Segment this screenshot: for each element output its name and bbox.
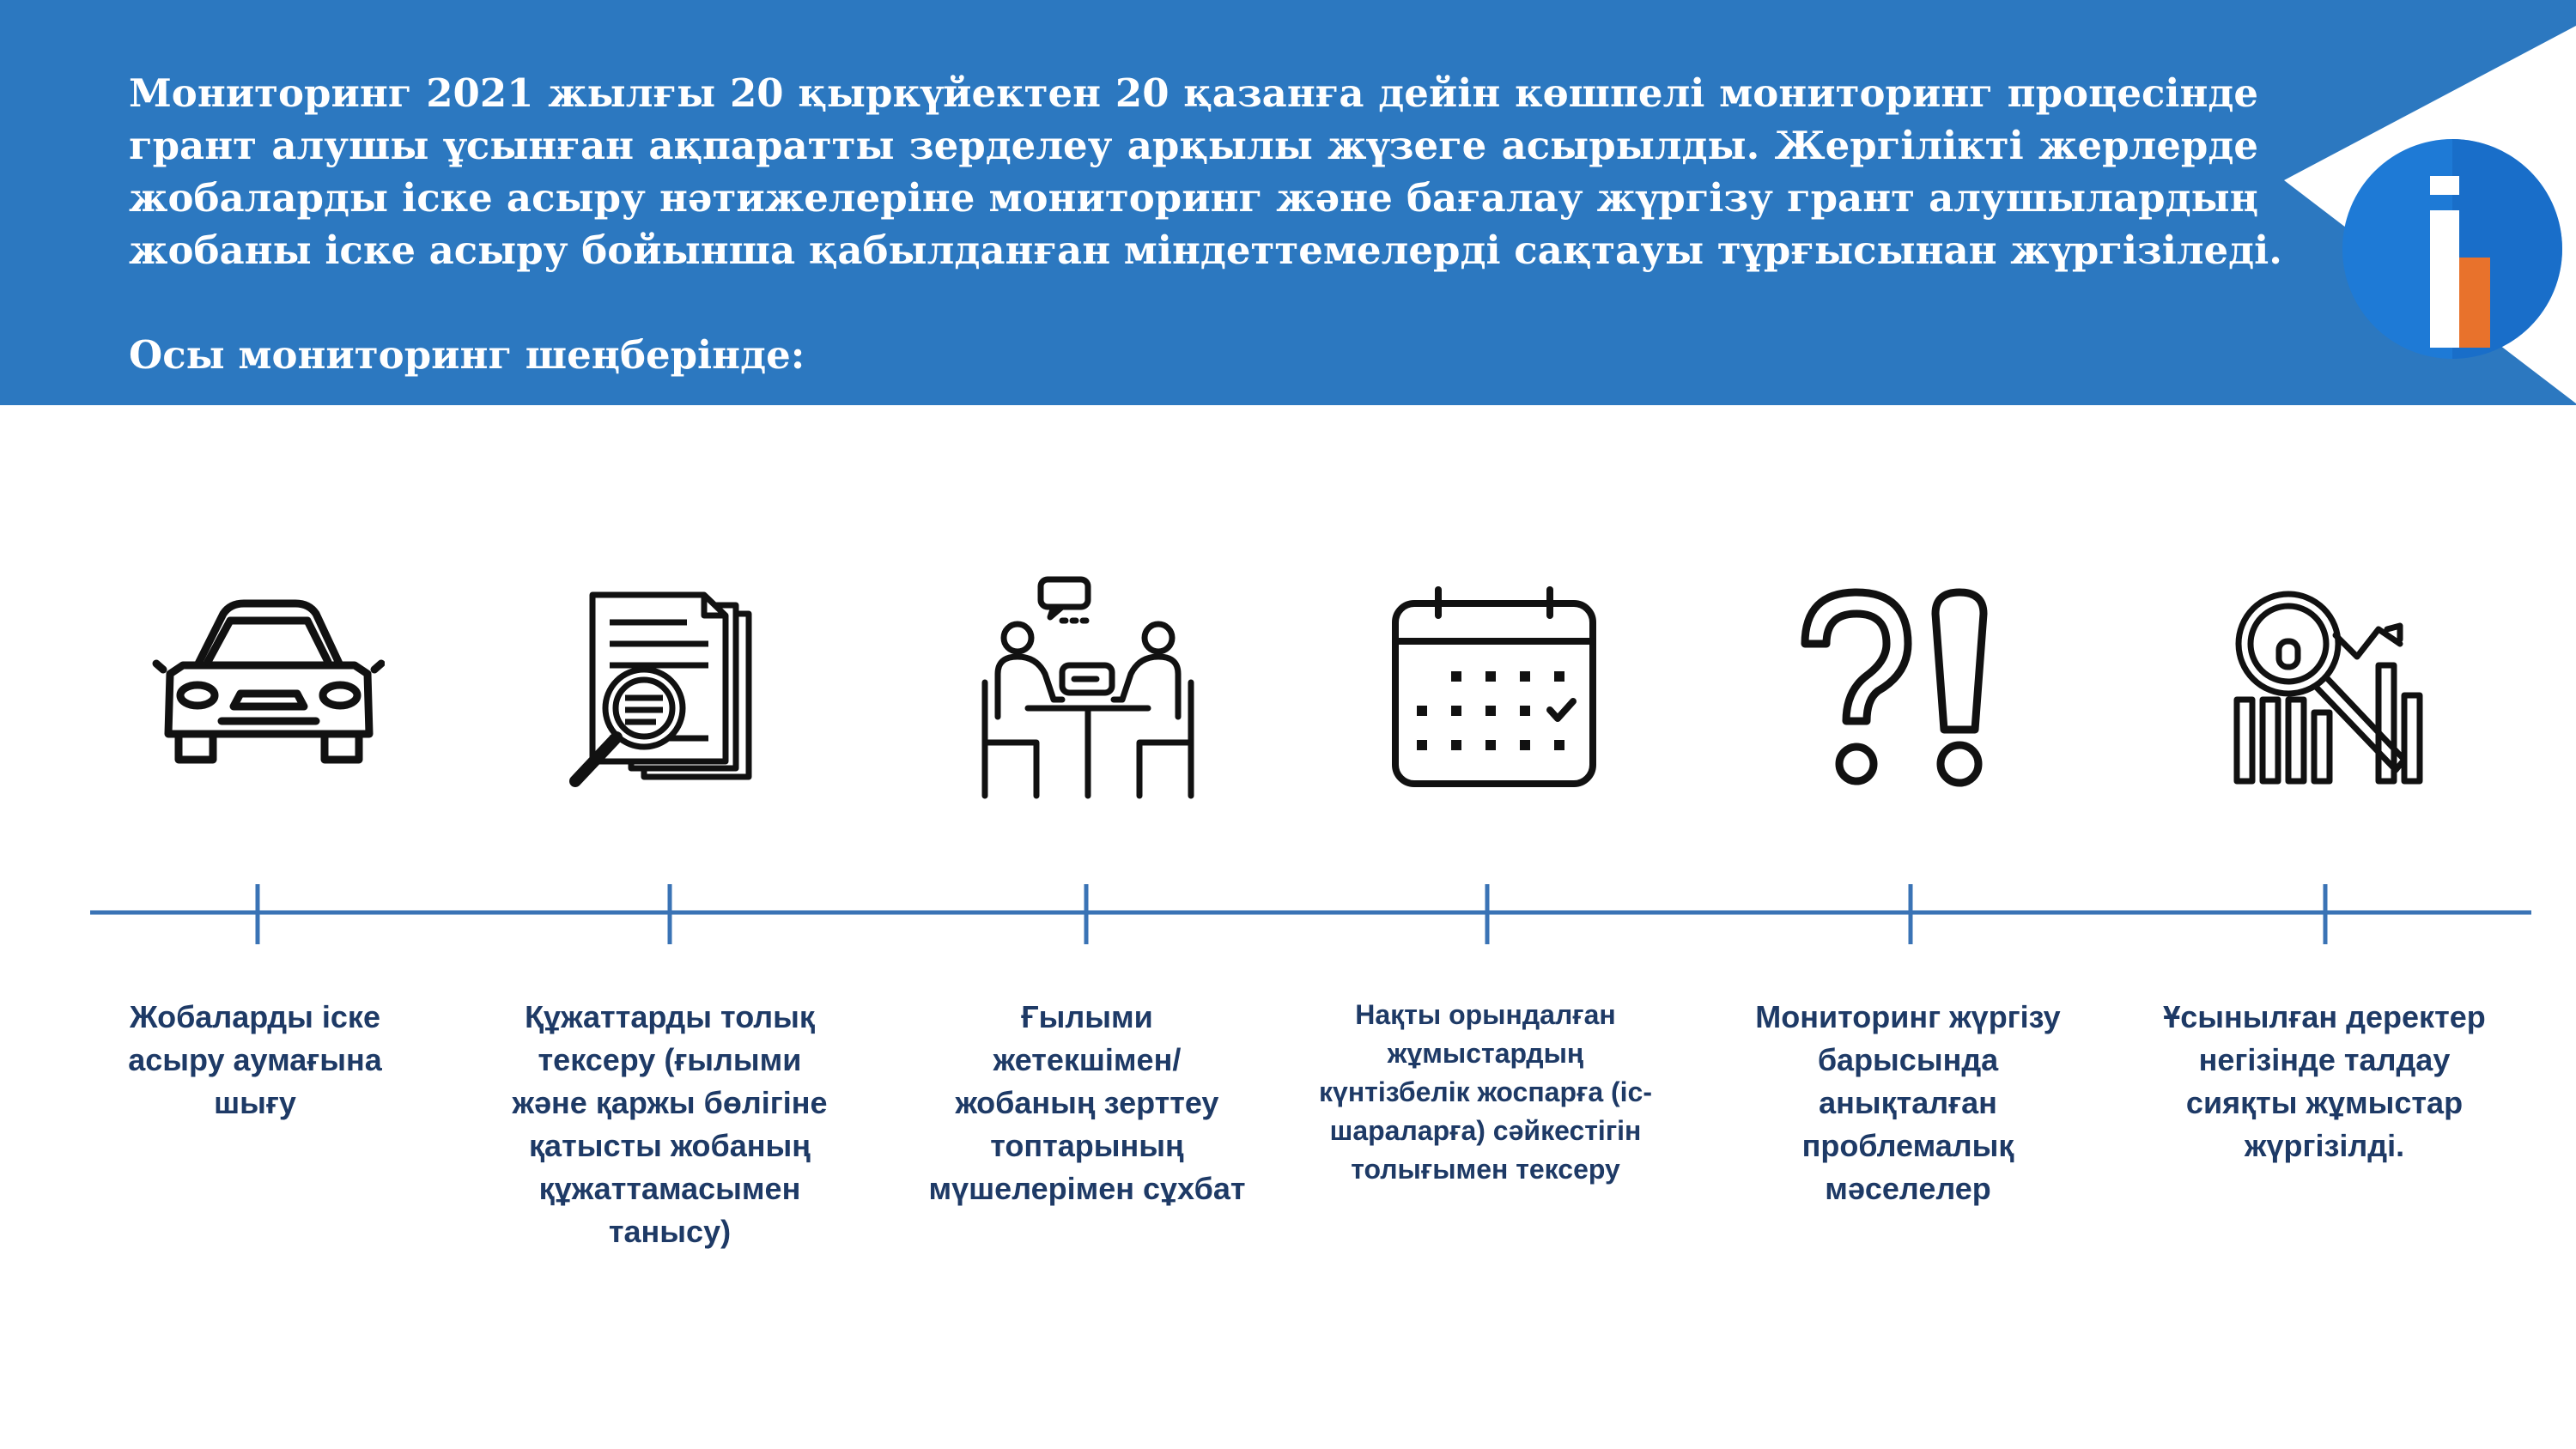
analytics-icon	[2207, 571, 2447, 811]
step-label-problems: Мониторинг жүргізу барысында анықталған проблемалық мәселелер	[1755, 999, 2061, 1206]
step-label-analysis: Ұсынылған деректер негізінде талдау сияқты жұмыстар жүргізілді.	[2163, 999, 2486, 1163]
step-label-calendar-check: Нақты орындалған жұмыстардың күнтізбелік жоспарға (іс-шараларға) сәйкестігін толығымен тексеру	[1319, 999, 1652, 1185]
intro-paragraph-last-line: жобаны іске асыру бойынша қабылданған міндеттемелерді сақтауы тұрғысынан жүргізіледі.	[129, 227, 2282, 273]
calendar-icon	[1374, 571, 1614, 811]
meeting-icon	[968, 571, 1208, 811]
subheading: Осы мониторинг шеңберінде:	[129, 332, 805, 378]
intro-paragraph: Мониторинг 2021 жылғы 20 қыркүйектен 20 қазанға дейін көшпелі мониторинг процесінде грант алушы ұсынған ақпаратты зерделеу арқылы жүзеге асырылды. Жергілікті жерлерде жобаларды іске асыру нәтижелеріне мониторинг және бағалау жүргізу грант алушылардың	[129, 70, 2258, 221]
step-label-document-check: Құжаттарды толық тексеру (ғылыми және қаржы бөлігіне қатысты жобаның құжаттамасымен танысу)	[512, 999, 828, 1249]
document-search-icon	[550, 571, 790, 811]
timeline	[0, 876, 2576, 953]
step-label-territory-visit: Жобаларды іске асыру аумағына шығу	[128, 999, 382, 1120]
logo-icon	[2284, 0, 2576, 412]
question-exclamation-icon	[1788, 571, 2028, 811]
car-icon	[144, 571, 385, 811]
step-label-interview: Ғылыми жетекшімен/ жобаның зерттеу топтарының мүшелерімен сұхбат	[928, 999, 1246, 1206]
